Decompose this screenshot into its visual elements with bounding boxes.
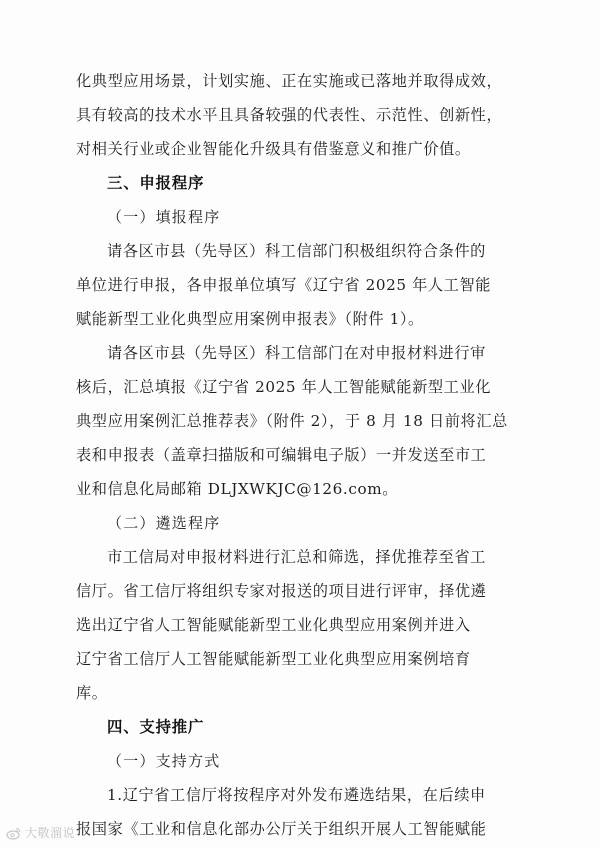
paragraph-line: 信厅。省工信厅将组织专家对报送的项目进行评审，择优遴	[76, 582, 487, 600]
section-heading-application-procedure: 三、申报程序	[107, 174, 205, 192]
subsection-heading-selection-procedure: （二）遴选程序	[107, 514, 221, 532]
weibo-logo-icon	[6, 825, 22, 841]
section-heading-support-promotion: 四、支持推广	[107, 718, 205, 736]
paragraph-line: 选出辽宁省人工智能赋能新型工业化典型应用案例并进入	[76, 616, 471, 634]
paragraph-line: 具有较高的技术水平且具备较强的代表性、示范性、创新性，	[76, 106, 503, 124]
paragraph-line: 1.辽宁省工信厅将按程序对外发布遴选结果，在后续申	[107, 786, 486, 804]
paragraph-line: 请各区市县（先导区）科工信部门在对申报材料进行审	[107, 344, 486, 362]
paragraph-line: 单位进行申报，各申报单位填写《辽宁省 2025 年人工智能	[76, 276, 492, 294]
paragraph-line: 典型应用案例汇总推荐表》（附件 2），于 8 月 18 日前将汇总	[76, 412, 508, 430]
paragraph-line: 报国家《工业和信息化部办公厅关于组织开展人工智能赋能	[76, 820, 487, 838]
paragraph-line: 库。	[76, 684, 108, 702]
paragraph-line: 辽宁省工信厅人工智能赋能新型工业化典型应用案例培育	[76, 650, 471, 668]
subsection-heading-support-method: （一）支持方式	[107, 752, 221, 770]
paragraph-line: 对相关行业或企业智能化升级具有借鉴意义和推广价值。	[76, 140, 471, 158]
paragraph-line-email: 业和信息化局邮箱 DLJXWKJC@126.com。	[76, 480, 398, 498]
paragraph-line: 请各区市县（先导区）科工信部门积极组织符合条件的	[107, 242, 486, 260]
paragraph-line: 赋能新型工业化典型应用案例申报表》（附件 1）。	[76, 310, 424, 328]
paragraph-line: 化典型应用场景，计划实施、正在实施或已落地并取得成效，	[76, 72, 503, 90]
subsection-heading-filling-procedure: （一）填报程序	[107, 208, 221, 226]
paragraph-line: 表和申报表（盖章扫描版和可编辑电子版）一并发送至市工	[76, 446, 487, 464]
watermark-text: 大敬溜说	[25, 826, 76, 840]
watermark	[6, 824, 75, 841]
paragraph-line: 核后，汇总填报《辽宁省 2025 年人工智能赋能新型工业化	[76, 378, 492, 396]
paragraph-line: 市工信局对申报材料进行汇总和筛选，择优推荐至省工	[107, 548, 486, 566]
